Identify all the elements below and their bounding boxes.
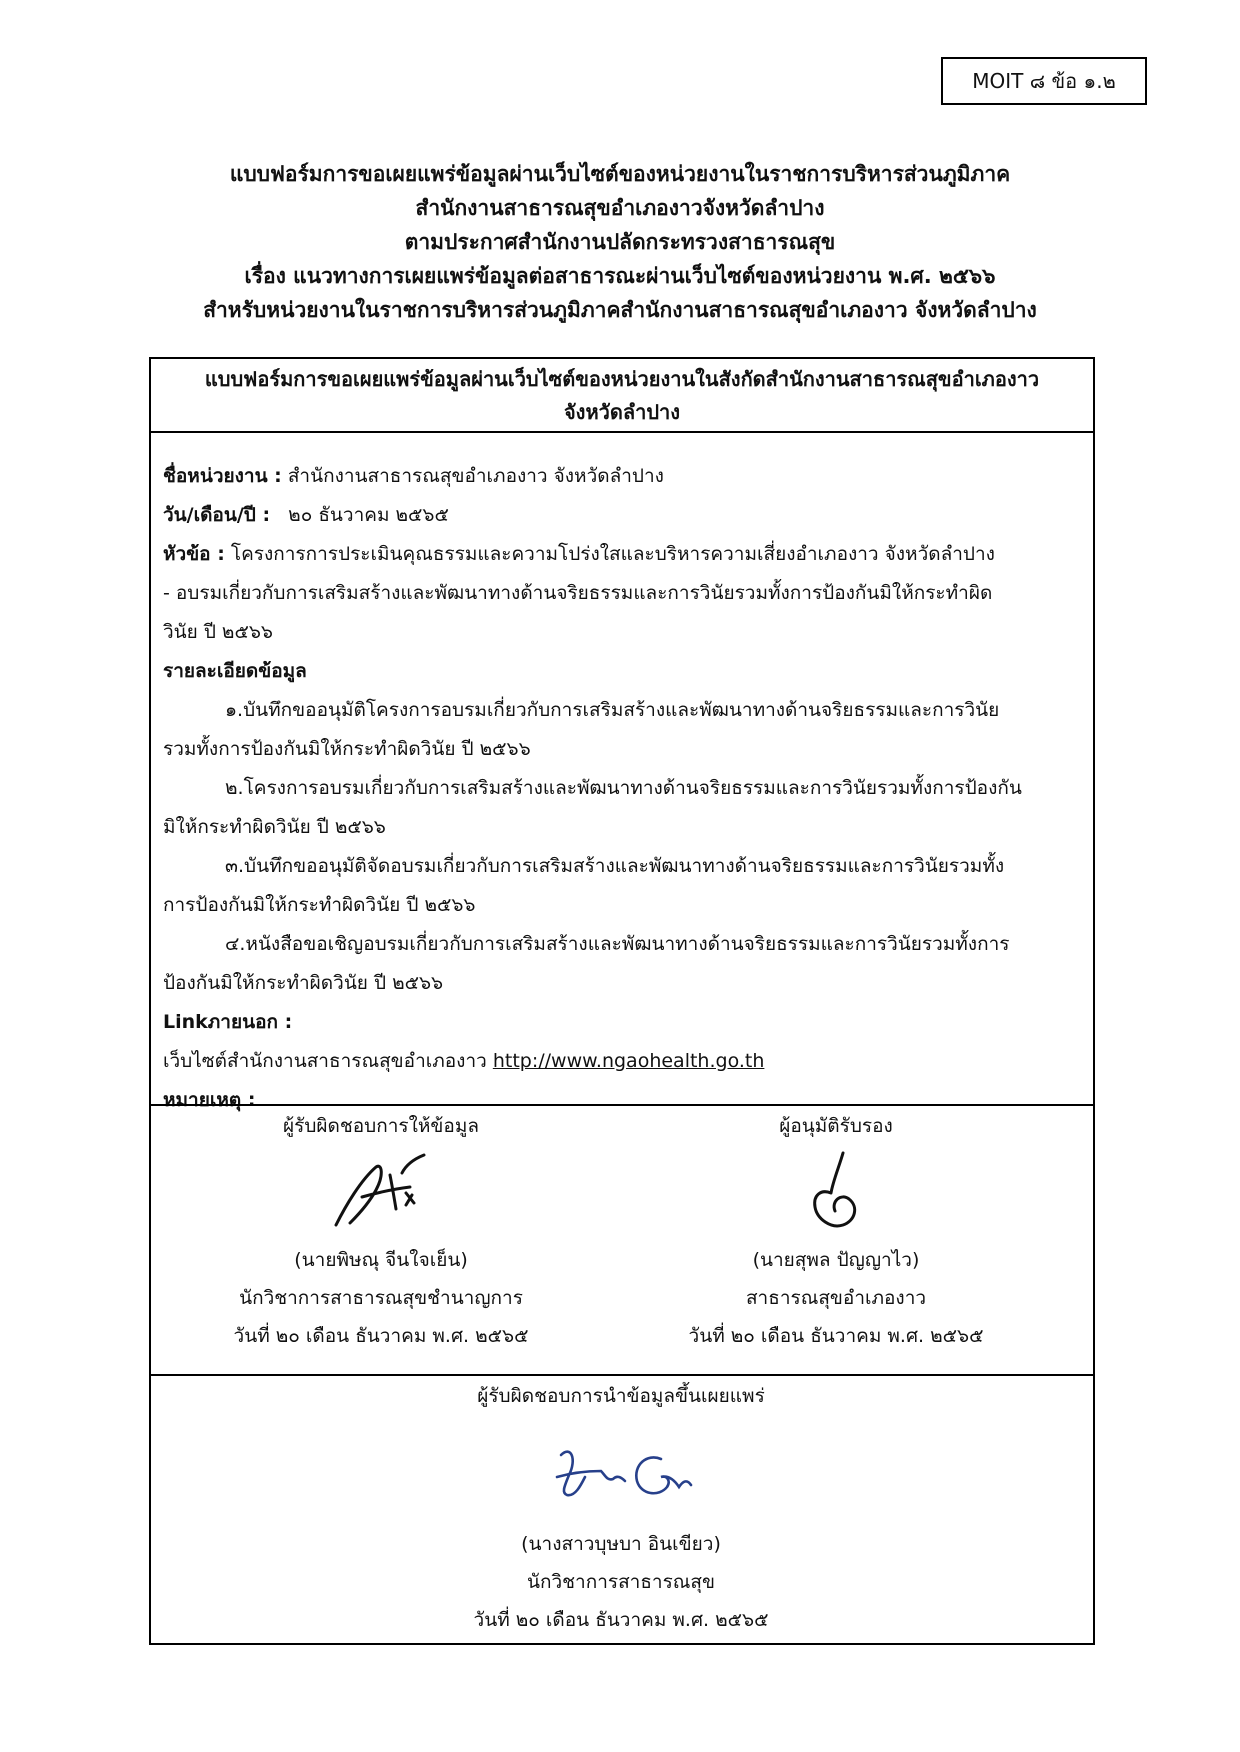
provider-position: นักวิชาการสาธารณสุขชำนาญการ	[239, 1287, 523, 1309]
divider-signatures	[151, 1104, 1093, 1106]
header-line-5: สำหรับหน่วยงานในราชการบริหารส่วนภูมิภาคสำนักงานสาธารณสุขอำเภองาว จังหวัดลำปาง	[203, 298, 1037, 322]
form-title-line-1: แบบฟอร์มการขอเผยแพร่ข้อมูลผ่านเว็บไซต์ของหน่วยงานในสังกัดสำนักงานสาธารณสุขอำเภองาว	[204, 367, 1040, 391]
header-line-2: สำนักงานสาธารณสุขอำเภองาวจังหวัดลำปาง	[415, 196, 825, 220]
note-dotted-line	[261, 1082, 1041, 1106]
topic-continuation-1: - อบรมเกี่ยวกับการเสริมสร้างและพัฒนาทางด้านจริยธรรมและการวินัยรวมทั้งการป้องกันมิให้กระทำผิด	[163, 582, 993, 604]
link-label: Linkภายนอก :	[163, 1011, 293, 1033]
details-label	[163, 652, 1088, 691]
details-label-text: รายละเอียดข้อมูล	[163, 660, 307, 682]
agency-value: สำนักงานสาธารณสุขอำเภองาว จังหวัดลำปาง	[287, 465, 664, 487]
provider-name: (นายพิษณุ จีนใจเย็น)	[294, 1249, 468, 1271]
link-row	[163, 1042, 1088, 1081]
topic-continuation-2: วินัย ปี ๒๕๖๖	[163, 621, 273, 643]
detail-item-1-a: ๑.บันทึกขออนุมัติโครงการอบรมเกี่ยวกับการเสริมสร้างและพัฒนาทางด้านจริยธรรมและการวินัย	[225, 699, 1000, 721]
publisher-date: วันที่ ๒๐ เดือน ธันวาคม พ.ศ. ๒๕๖๕	[473, 1609, 769, 1631]
document-code-tag: MOIT ๘ ข้อ ๑.๒	[941, 57, 1147, 105]
publisher-position: นักวิชาการสาธารณสุข	[526, 1571, 716, 1593]
date-value: ๒๐ ธันวาคม ๒๕๖๕	[288, 504, 449, 526]
divider-publisher	[151, 1374, 1093, 1376]
approver-role: ผู้อนุมัติรับรอง	[779, 1115, 893, 1137]
form-box	[149, 357, 1095, 1645]
header-line-1: แบบฟอร์มการขอเผยแพร่ข้อมูลผ่านเว็บไซต์ของหน่วยงานในราชการบริหารส่วนภูมิภาค	[229, 162, 1011, 186]
detail-item-3-b: การป้องกันมิให้กระทำผิดวินัย ปี ๒๕๖๖	[163, 894, 476, 916]
website-link[interactable]: http://www.ngaohealth.go.th	[492, 1050, 765, 1072]
document-header	[140, 157, 1100, 327]
approver-name: (นายสุพล ปัญญาไว)	[752, 1249, 920, 1271]
agency-label: ชื่อหน่วยงาน :	[163, 465, 282, 487]
provider-signature-icon	[306, 1145, 456, 1241]
header-line-4: เรื่อง แนวทางการเผยแพร่ข้อมูลต่อสาธารณะผ่านเว็บไซต์ของหน่วยงาน พ.ศ. ๒๕๖๖	[244, 264, 996, 288]
detail-item-1-b: รวมทั้งการป้องกันมิให้กระทำผิดวินัย ปี ๒๕๖๖	[163, 738, 531, 760]
note-label: หมายเหตุ :	[163, 1089, 256, 1111]
approver-signature-block	[646, 1107, 1026, 1355]
publisher-role: ผู้รับผิดชอบการนำข้อมูลขึ้นเผยแพร่	[477, 1385, 765, 1407]
detail-item-4-a: ๔.หนังสือขอเชิญอบรมเกี่ยวกับการเสริมสร้างและพัฒนาทางด้านจริยธรรมและการวินัยรวมทั้งการ	[225, 933, 1010, 955]
approver-position: สาธารณสุขอำเภองาว	[745, 1287, 927, 1309]
link-label-row	[163, 1003, 1088, 1042]
detail-item-4-b: ป้องกันมิให้กระทำผิดวินัย ปี ๒๕๖๖	[163, 972, 444, 994]
date-label: วัน/เดือน/ปี :	[163, 504, 271, 526]
publisher-signature-block	[381, 1377, 861, 1639]
publisher-name: (นางสาวบุษบา อินเขียว)	[521, 1533, 721, 1555]
form-title	[151, 359, 1093, 433]
header-line-3: ตามประกาศสำนักงานปลัดกระทรวงสาธารณสุข	[404, 230, 836, 254]
form-title-line-2: จังหวัดลำปาง	[563, 400, 681, 424]
provider-signature-block	[191, 1107, 571, 1355]
provider-date: วันที่ ๒๐ เดือน ธันวาคม พ.ศ. ๒๕๖๕	[233, 1325, 529, 1347]
link-prefix: เว็บไซต์สำนักงานสาธารณสุขอำเภองาว	[163, 1050, 487, 1072]
date-row	[163, 496, 1088, 535]
detail-item-2-b: มิให้กระทำผิดวินัย ปี ๒๕๖๖	[163, 816, 386, 838]
agency-row	[163, 457, 1088, 496]
topic-label: หัวข้อ :	[163, 543, 225, 565]
detail-item-3-a: ๓.บันทึกขออนุมัติจัดอบรมเกี่ยวกับการเสริมสร้างและพัฒนาทางด้านจริยธรรมและการวินัยรวมทั้ง	[225, 855, 1005, 877]
topic-value: โครงการการประเมินคุณธรรมและความโปร่งใสและบริหารความเสี่ยงอำเภองาว จังหวัดลำปาง	[230, 543, 995, 565]
provider-role: ผู้รับผิดชอบการให้ข้อมูล	[283, 1115, 479, 1137]
topic-row	[163, 535, 1088, 574]
detail-item-2-a: ๒.โครงการอบรมเกี่ยวกับการเสริมสร้างและพัฒนาทางด้านจริยธรรมและการวินัยรวมทั้งการป้องกัน	[225, 777, 1022, 799]
approver-signature-icon	[781, 1145, 891, 1241]
publisher-signature-icon	[521, 1415, 721, 1525]
form-details	[163, 457, 1088, 1120]
approver-date: วันที่ ๒๐ เดือน ธันวาคม พ.ศ. ๒๕๖๕	[688, 1325, 984, 1347]
